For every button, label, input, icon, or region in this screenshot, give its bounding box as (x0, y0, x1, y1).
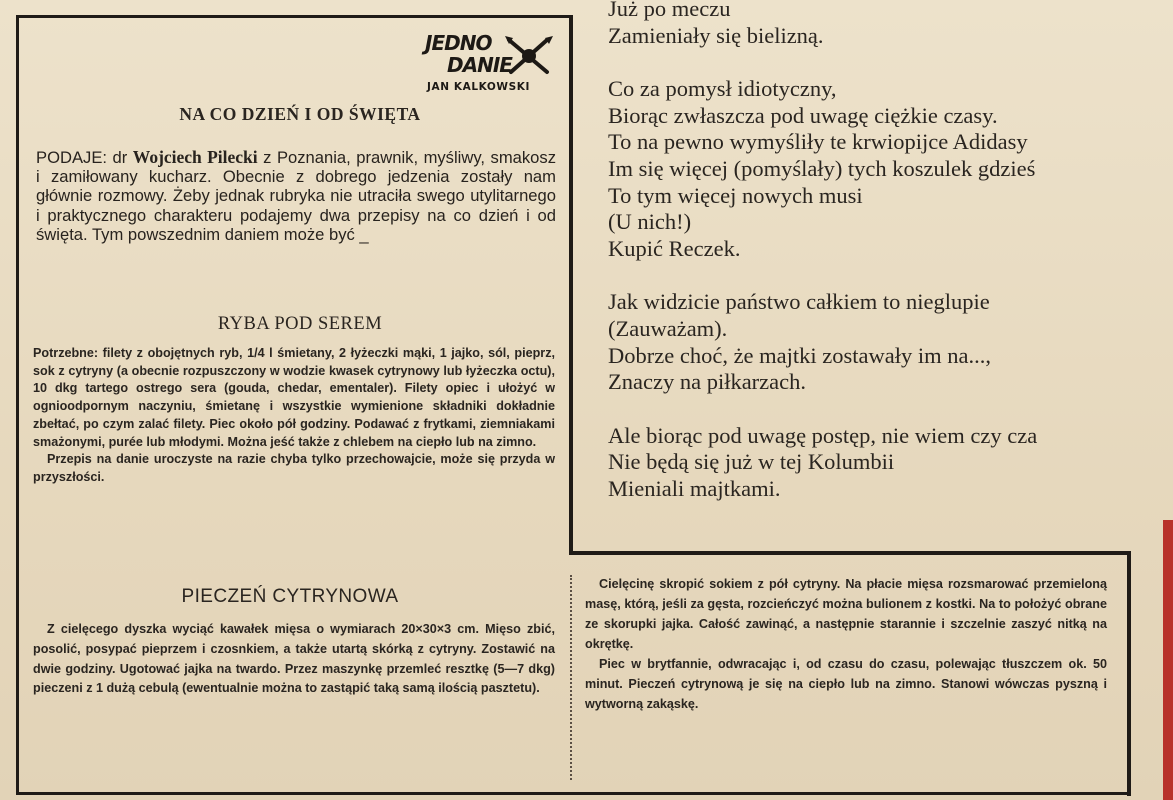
recipe-2-continued-text-1: Cielęcinę skropić sokiem z pół cytryny. Na płacie mięsa rozsmarować przemieloną masę, którą, jeśli za gęsta, rozcieńczyć można bulionem z kostki. Na to położyć obrane ze skorupki jajka. Całość zawinąć, a następnie starannie i szczelnie zaszyć nitką na okrętkę. (585, 577, 1107, 651)
poem-line: To tym więcej nowych musi (608, 182, 863, 208)
recipe-1-note: Przepis na danie uroczyste na razie chyba tylko przechowajcie, może się przyda w przyszłości. (33, 452, 555, 484)
column-title: NA CO DZIEŃ I OD ŚWIĘTA (179, 104, 421, 124)
box-border-top (16, 15, 572, 18)
poem-line: Nie będą się już w tej Kolumbii (608, 449, 895, 475)
poem-line: (Zauważam). (608, 315, 728, 341)
poem-line: (U nich!) (608, 209, 692, 235)
box-border-right-upper (569, 15, 573, 555)
poem-line: Zamieniały się bielizną. (608, 22, 824, 48)
poem-line: Jak widzicie państwo całkiem to nieglupie (608, 289, 990, 315)
column-divider (570, 575, 572, 780)
box-border-right-lower (1127, 551, 1131, 796)
poem-stanza (608, 423, 1173, 503)
recipe-2-text: Z cielęcego dyszka wyciąć kawałek mięsa o wymiarach 20×30×3 cm. Mięso zbić, posolić, posypać pieprzem i czosnkiem, a także utartą skórką z cytryny. Zostawić na dwie godziny. Ugotować jajka na twardo. Przez maszynkę przemleć resztkę (5—7 dkg) pieczeni z 1 dużą cebulą (ewentualnie można to zastąpić taką samą ilością pasztetu). (33, 622, 555, 696)
logo-word-danie: DANIE (447, 53, 512, 77)
poem (608, 0, 1173, 556)
poem-stanza (608, 76, 1173, 262)
poem-line: Biorąc zwłaszcza pod uwagę ciężkie czasy. (608, 102, 998, 128)
intro-text: z Poznania, prawnik, myśliwy, smakosz i zamiłowany kucharz. Obecnie z dobrego jedzenia zostały nam głównie rozmowy. Żeby jednak rubryka nie utraciła swego utylitarnego i praktycznego charakteru podajemy dwa przepisy na co dzień i od święta. Tym powszednim daniem może być _ (36, 148, 556, 244)
recipe-2-title: PIECZEŃ CYTRYNOWA (181, 586, 399, 607)
poem-stanza (608, 289, 1173, 395)
box-border-step (569, 551, 1131, 555)
poem-line: Co za pomysł idiotyczny, (608, 76, 837, 102)
poem-line: Im się więcej (pomyślały) tych koszulek gdzieś (608, 155, 1036, 181)
box-border-bottom (16, 792, 1131, 795)
poem-line: Kupić Reczek. (608, 235, 741, 261)
red-edge-strip (1163, 520, 1173, 800)
poem-stanza (608, 0, 1173, 49)
recipe-2-body (33, 620, 555, 699)
poem-line: Już po meczu (608, 0, 731, 21)
poem-line: Znaczy na piłkarzach. (608, 369, 807, 395)
recipe-1-text: Potrzebne: filety z obojętnych ryb, 1/4 l śmietany, 2 łyżeczki mąki, 1 jajko, sól, pieprz, sok z cytryny (a obecnie rozpuszczony w wodzie kwasek cytrynowy lub łyżeczka octu), 10 dkg tartego ostrego sera (gouda, chedar, ementaler). Filety opiec i ułożyć w ognioodpornym naczyniu, śmietanę i wszystkie wymienione składniki dokładnie zbełtać, po czym zalać filety. Piec około pół godziny. Podawać z frytkami, ziemniakami smażonymi, purée lub młodymi. Można jeść także z chlebem na ciepło lub na zimno. (33, 346, 555, 449)
recipe-2-continued (585, 574, 1107, 714)
intro-paragraph (36, 148, 556, 244)
intro-prefix: PODAJE: dr (36, 148, 133, 167)
recipe-1-title: RYBA POD SEREM (217, 314, 383, 334)
poem-line: Ale biorąc pod uwagę postęp, nie wiem czy cza (608, 422, 1038, 448)
recipe-2-continued-text-2: Piec w brytfannie, odwracając i, od czasu do czasu, polewając tłuszczem ok. 50 minut. Pieczeń cytrynową je się na ciepło lub na zimno. Stanowi wówczas pyszną i wytworną zakąskę. (585, 657, 1107, 711)
poem-line: Dobrze choć, że majtki zostawały im na..., (608, 342, 991, 368)
recipe-1-body (33, 345, 555, 487)
poem-line: To na pewno wymyśliły te krwiopijce Adidasy (608, 129, 1028, 155)
column-logo (425, 31, 557, 100)
intro-author-name: Wojciech Pilecki (132, 147, 258, 167)
column-author: JAN KALKOWSKI (427, 81, 531, 93)
logo-word-jedno: JEDNO (425, 31, 492, 55)
poem-line: Mieniali majtkami. (608, 475, 781, 501)
box-border-left (16, 15, 19, 795)
cutlery-icon (503, 34, 555, 78)
